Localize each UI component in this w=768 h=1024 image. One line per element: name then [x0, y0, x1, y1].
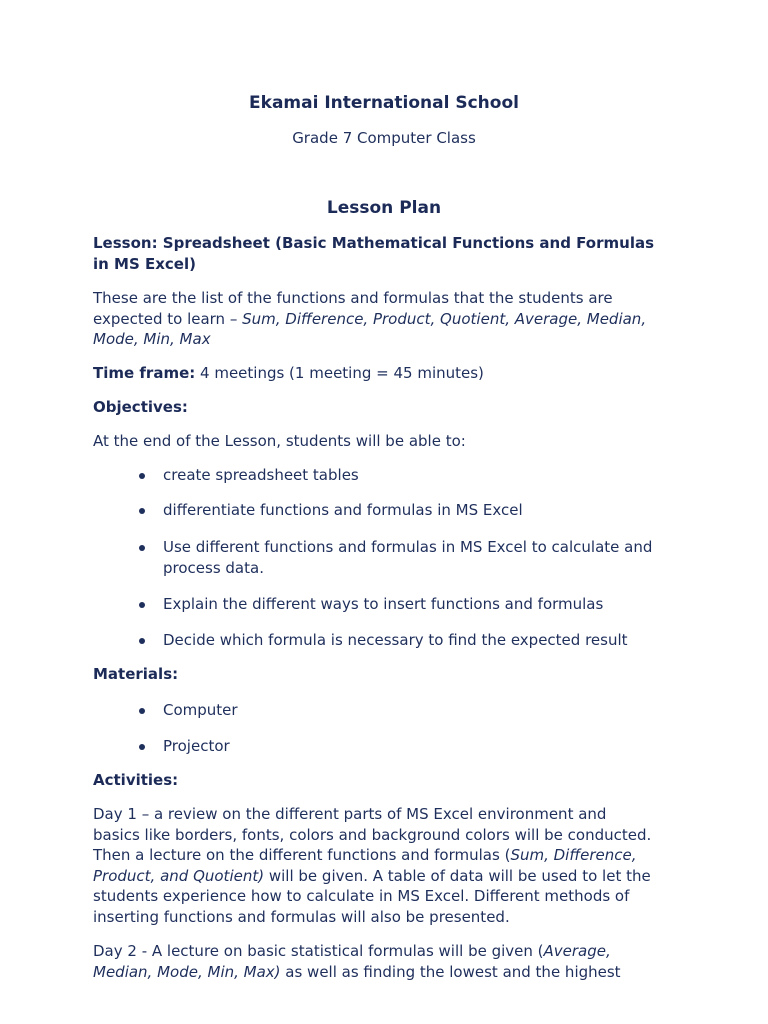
bullet-icon	[139, 638, 145, 644]
function-list: Sum, Difference,	[510, 846, 637, 864]
list-item: Computer	[163, 701, 238, 719]
document-title: Lesson Plan	[326, 198, 442, 218]
day1-line: inserting functions and formulas will also be presented.	[93, 907, 510, 926]
list-item: Decide which formula is necessary to find the expected result	[163, 631, 628, 649]
bullet-icon	[139, 602, 145, 608]
day2-line	[93, 962, 693, 983]
lesson-title-line: in MS Excel)	[93, 254, 196, 273]
day1-paragraph	[93, 804, 693, 927]
day1-line	[93, 845, 693, 866]
bullet-icon	[139, 545, 145, 551]
school-name: Ekamai International School	[249, 93, 519, 113]
function-list: Mode, Min, Max	[93, 330, 211, 348]
day1-text: Then a lecture on the different functions and formulas (	[93, 846, 511, 864]
function-list: Product, and Quotient)	[93, 866, 265, 885]
bullet-icon	[139, 473, 145, 479]
lesson-title-line: Lesson: Spreadsheet (Basic Mathematical Functions and Formulas	[93, 234, 655, 252]
list-item: differentiate functions and formulas in MS Excel	[163, 501, 523, 519]
class-name: Grade 7 Computer Class	[292, 129, 476, 147]
time-frame-value: 4 meetings (1 meeting = 45 minutes)	[195, 364, 484, 382]
day1-text: will be given. A table of data will be used to let the	[264, 866, 651, 885]
bullet-icon	[139, 708, 145, 714]
day1-line: Day 1 – a review on the different parts of MS Excel environment and	[93, 805, 607, 823]
intro-line	[93, 309, 693, 330]
day2-line	[93, 941, 693, 962]
lesson-title	[93, 233, 693, 274]
function-list: Average,	[543, 942, 611, 960]
activities-heading: Activities:	[93, 771, 179, 789]
list-item: Explain the different ways to insert functions and formulas	[163, 595, 604, 613]
bullet-icon	[139, 744, 145, 750]
day1-line	[93, 866, 693, 887]
objectives-lead: At the end of the Lesson, students will be able to:	[93, 432, 466, 450]
intro-text: expected to learn –	[93, 309, 243, 328]
day1-line: students experience how to calculate in MS Excel. Different methods of	[93, 887, 630, 905]
bullet-icon	[139, 508, 145, 514]
materials-heading: Materials:	[93, 665, 179, 683]
intro-line: These are the list of the functions and formulas that the students are	[93, 289, 613, 307]
objectives-heading: Objectives:	[93, 398, 188, 416]
day2-text: Day 2 - A lecture on basic statistical formulas will be given (	[93, 942, 544, 960]
function-list: Sum, Difference, Product, Quotient, Average, Median,	[242, 309, 647, 328]
day1-line: basics like borders, fonts, colors and background colors will be conducted.	[93, 825, 652, 844]
list-item-line: Use different functions and formulas in MS Excel to calculate and	[163, 538, 653, 556]
list-item: create spreadsheet tables	[163, 466, 359, 484]
day2-text: as well as finding the lowest and the highest	[280, 962, 621, 981]
list-item	[163, 537, 703, 578]
list-item: Projector	[163, 737, 230, 755]
list-item-line: process data.	[163, 558, 264, 577]
time-frame	[93, 363, 693, 384]
function-list: Median, Mode, Min, Max)	[93, 962, 281, 981]
intro-paragraph	[93, 288, 693, 350]
day2-paragraph	[93, 941, 693, 982]
time-frame-label: Time frame:	[93, 364, 196, 382]
